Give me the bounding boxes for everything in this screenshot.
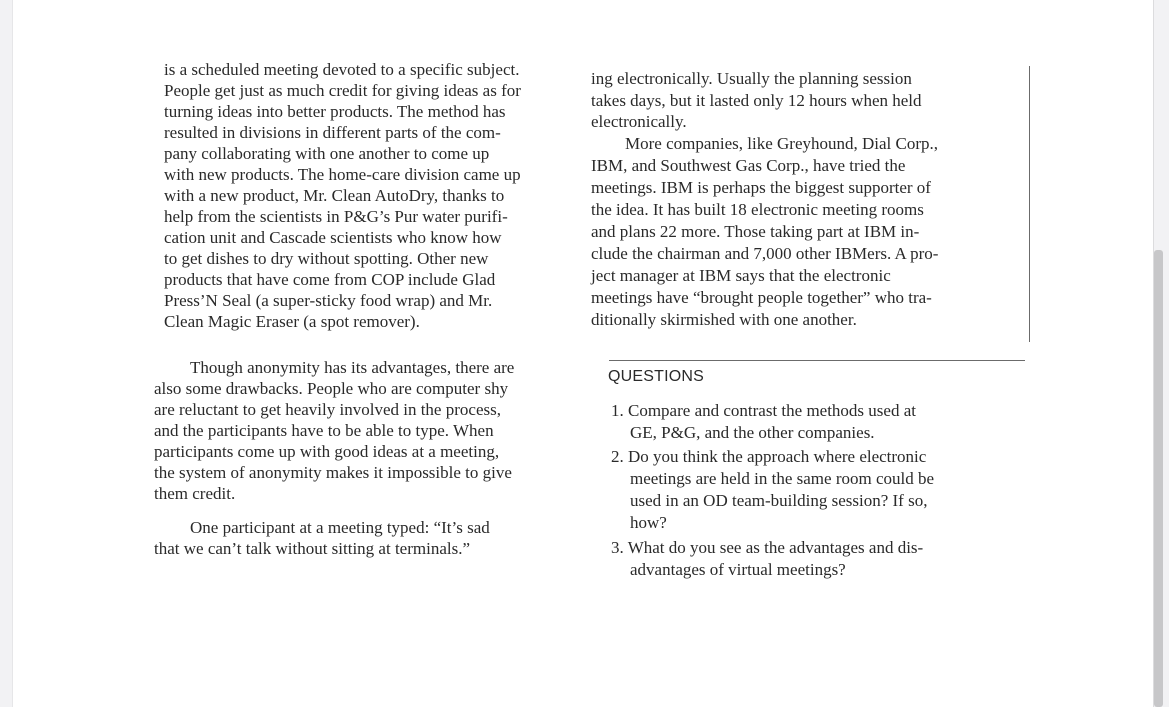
text-line: used in an OD team-building session? If so, — [630, 491, 928, 510]
text-line: 1. Compare and contrast the methods used at — [611, 401, 916, 420]
text-line: is a scheduled meeting devoted to a specific subject. — [164, 60, 520, 79]
text-line: cation unit and Cascade scientists who know how — [164, 228, 502, 247]
text-line: with a new product, Mr. Clean AutoDry, thanks to — [164, 186, 505, 205]
text-line: the system of anonymity makes it impossible to give — [154, 463, 512, 482]
text-line: GE, P&G, and the other companies. — [630, 423, 875, 442]
text-line: resulted in divisions in different parts of the com- — [164, 123, 501, 142]
text-line: the idea. It has built 18 electronic meeting rooms — [591, 200, 924, 219]
text-line: products that have come from COP include Glad — [164, 270, 496, 289]
text-line: them credit. — [154, 484, 236, 503]
text-line: advantages of virtual meetings? — [630, 560, 846, 579]
text-line: ditionally skirmished with one another. — [591, 310, 857, 329]
text-line: with new products. The home-care division came up — [164, 165, 521, 184]
text-line: and plans 22 more. Those taking part at IBM in- — [591, 222, 920, 241]
questions-heading: QUESTIONS — [608, 368, 705, 385]
text-line: Press’N Seal (a super-sticky food wrap) and Mr. — [164, 291, 493, 310]
text-line: People get just as much credit for giving ideas as for — [164, 81, 521, 100]
text-line: Though anonymity has its advantages, there are — [190, 358, 515, 377]
text-line: clude the chairman and 7,000 other IBMers. A pro- — [591, 244, 939, 263]
text-line: 3. What do you see as the advantages and dis- — [611, 538, 924, 557]
questions-divider — [609, 360, 1025, 361]
text-line: takes days, but it lasted only 12 hours when held — [591, 91, 922, 110]
text-line: meetings have “brought people together” who tra- — [591, 288, 932, 307]
text-line: turning ideas into better products. The method has — [164, 102, 506, 121]
text-line: also some drawbacks. People who are computer shy — [154, 379, 509, 398]
text-line: More companies, like Greyhound, Dial Corp., — [625, 134, 939, 153]
text-line: and the participants have to be able to type. When — [154, 421, 494, 440]
text-line: meetings are held in the same room could be — [630, 469, 935, 488]
text-line: IBM, and Southwest Gas Corp., have tried the — [591, 156, 906, 175]
text-line: ject manager at IBM says that the electronic — [591, 266, 891, 285]
text-line: ing electronically. Usually the planning session — [591, 69, 912, 88]
text-line: One participant at a meeting typed: “It’s sad — [190, 518, 490, 537]
column-divider — [1029, 66, 1030, 342]
text-line: pany collaborating with one another to come up — [164, 144, 490, 163]
text-line: Clean Magic Eraser (a spot remover). — [164, 312, 420, 331]
text-line: 2. Do you think the approach where electronic — [611, 447, 927, 466]
text-line: help from the scientists in P&G’s Pur water purifi- — [164, 207, 508, 226]
text-line: are reluctant to get heavily involved in the process, — [154, 400, 501, 419]
text-line: meetings. IBM is perhaps the biggest supporter of — [591, 178, 931, 197]
text-line: electronically. — [591, 112, 687, 131]
text-line: how? — [630, 513, 667, 532]
text-line: to get dishes to dry without spotting. Other new — [164, 249, 489, 268]
text-line: that we can’t talk without sitting at terminals.” — [154, 539, 471, 558]
text-line: participants come up with good ideas at a meeting, — [154, 442, 500, 461]
vertical-scrollbar-thumb[interactable] — [1154, 250, 1163, 707]
document-page — [12, 0, 1154, 707]
